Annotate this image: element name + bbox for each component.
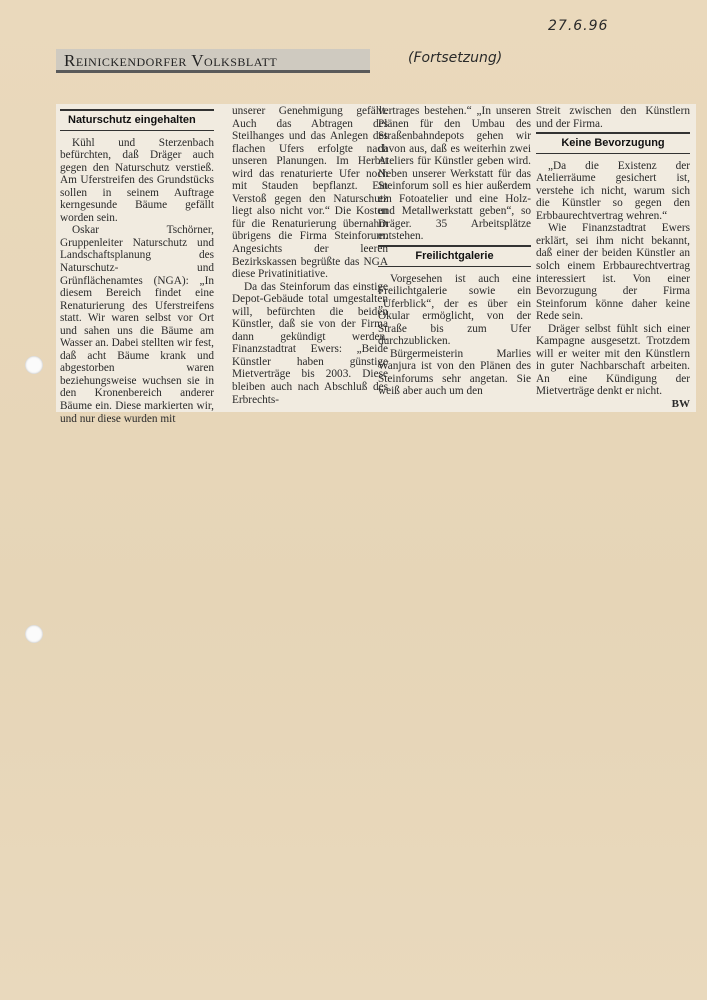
paragraph: Da das Steinforum das einstige Depot-Gebäude total umgestalten will, befürchten die beiden Künstler, daß sie von der Firma dann gekündigt werden. Finanzstadtrat Ewers: „Beide Künstler haben günstige Mietverträge bis 2003. Diese bleiben auch nach Abschluß des Erbrechts-	[232, 280, 388, 406]
handwritten-note: (Fortsetzung)	[408, 50, 503, 66]
section-heading: Freilichtgalerie	[378, 245, 531, 267]
paragraph: unserer Genehmigung gefällt. Auch das Abtragen des Steilhanges und das Anlegen des flachen Ufers erfolgte nach unseren Planungen. Im Herbst wird das renaturierte Ufer noch mit Stauden bepflanzt. Ein Verstoß gegen den Naturschutz liegt also nicht vor.“ Die Kosten für die Renaturierung übernahm übrigens die Firma Steinforum. Angesichts der leeren Bezirkskassen begrüßte das NGA diese Privatinitiative.	[232, 105, 388, 281]
section-heading: Naturschutz eingehalten	[60, 109, 214, 131]
article-column-1	[60, 107, 214, 425]
paragraph: Streit zwischen den Künstlern und der Firma.	[536, 105, 690, 130]
paragraph: Oskar Tschörner, Gruppenleiter Naturschutz und Landschaftsplanung des Naturschutz- und Grünflächenamtes (NGA): „In diesem Bereich findet eine Renaturierung des Uferstreifens statt. Wir waren selbst vor Ort und sahen uns die Bäume am Wasser an. Dabei stellten wir fest, daß acht Bäume krank und abgestorben waren beziehungsweise wuchsen sie in den Kronenbereich anderer Bäume ein. Diese markierten wir, und nur diese wurden mit	[60, 224, 214, 425]
newspaper-masthead	[56, 49, 370, 73]
handwritten-date: 27.6.96	[548, 18, 609, 34]
paragraph: vertrages bestehen.“ „In unseren Plänen für den Umbau des Straßenbahndepots gehen wir davon aus, daß es weiterhin zwei Ateliers für Künstler geben wird. Neben unserer Werkstatt für das Steinforum soll es hier außerdem ein Fotoatelier und eine Holz- und Metallwerkstatt geben“, so Dräger. 35 Arbeitsplätze entstehen.	[378, 105, 531, 243]
punch-hole	[25, 625, 43, 643]
article-column-4	[536, 105, 690, 411]
paragraph	[536, 322, 690, 411]
paragraph: „Da die Existenz der Atelierräume gesichert ist, verstehe ich nicht, warum sich die Künstler so gegen den Erbbaurechtvertrag wehren.“	[536, 159, 690, 222]
author-signature: BW	[671, 398, 690, 411]
punch-hole	[25, 356, 43, 374]
article-column-2	[232, 105, 388, 406]
paragraph: Bürgermeisterin Marlies Wanjura ist von den Plänen des Steinforums sehr angetan. Sie weiß aber auch um den	[378, 347, 531, 398]
masthead-title: Reinickendorfer Volksblatt	[64, 51, 278, 70]
paragraph-text: Dräger selbst fühlt sich einer Kampagne ausgesetzt. Trotzdem will er weiter mit den Künstlern in guter Nachbarschaft arbeiten. An eine Kündigung der Mietverträge denkt er nicht.	[536, 322, 690, 398]
paragraph: Kühl und Sterzenbach befürchten, daß Dräger auch gegen den Naturschutz verstieß. Am Uferstreifen des Grundstücks sollen in seinem Auftrage kerngesunde Bäume gefällt worden sein.	[60, 136, 214, 224]
article-column-3	[378, 105, 531, 398]
section-heading: Keine Bevorzugung	[536, 132, 690, 154]
paragraph: Wie Finanzstadtrat Ewers erklärt, sei ihm nicht bekannt, daß einer der beiden Künstler an solch einem Erbbaurechtvertrag interessiert ist. Von einer Bevorzugung der Firma Steinforum könne daher keine Rede sein.	[536, 222, 690, 323]
newspaper-clipping	[56, 104, 696, 425]
paragraph: Vorgesehen ist auch eine Freilichtgalerie sowie ein „Uferblick“, der es über ein Okular ermöglicht, von der Straße bis zum Ufer durchzublicken.	[378, 272, 531, 348]
